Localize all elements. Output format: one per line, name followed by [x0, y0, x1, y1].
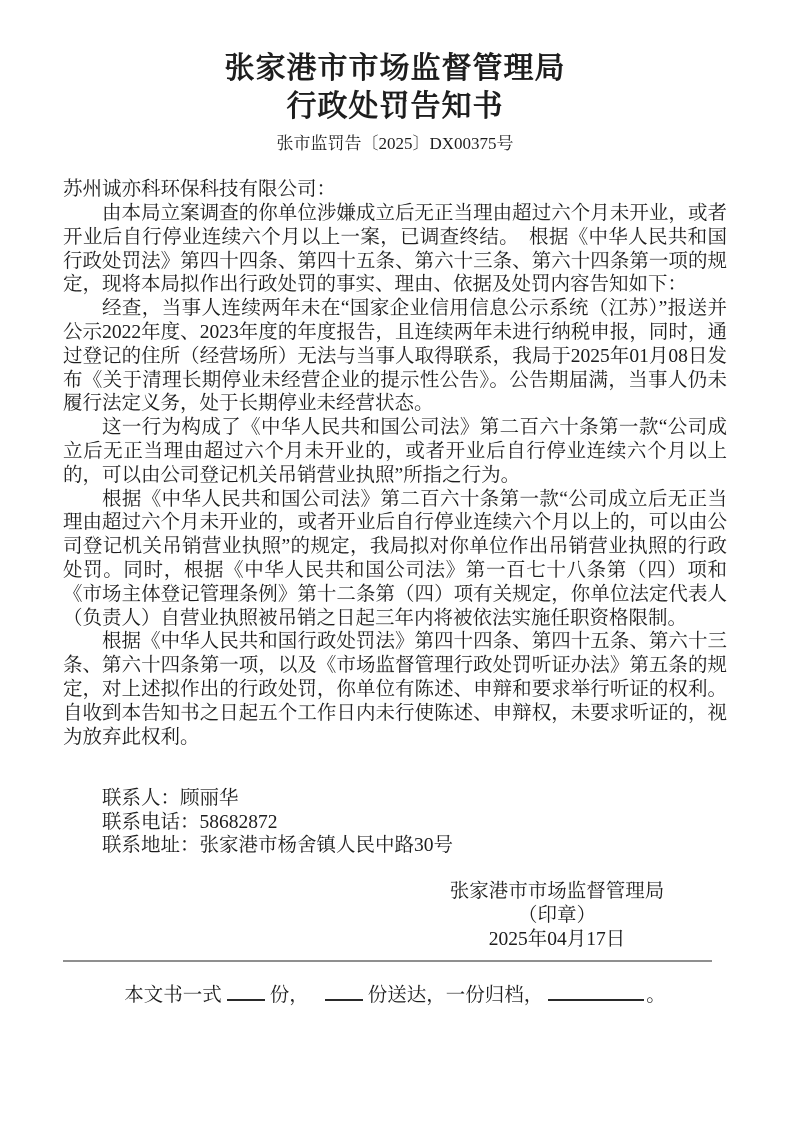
- paragraph-case-summary: 由本局立案调查的你单位涉嫌成立后无正当理由超过六个月未开业，或者开业后自行停业连续六个月以上一案，已调查终结。 根据《中华人民共和国行政处罚法》第四十四条、第四十五条、第六十三条、第六十四条第一项的规定，现将本局拟作出行政处罚的事实、理由、依据及处罚内容告知如下：: [63, 203, 727, 296]
- footer-copies-note: [63, 984, 727, 1008]
- signature-seal-line: （印章）: [517, 904, 596, 926]
- footer-text-seg2: 份，: [269, 984, 309, 1006]
- signature-block: [445, 880, 669, 952]
- signature-date-line: 2025年04月17日: [488, 928, 626, 950]
- signature-agency-line: 张家港市市场监督管理局: [449, 880, 665, 902]
- footer-text-seg1: 本文书一式: [124, 984, 222, 1006]
- document-title: 行政处罚告知书: [286, 90, 504, 123]
- document-header: [63, 50, 727, 154]
- agency-name-title: 张家港市市场监督管理局: [224, 52, 566, 85]
- delivered-count-blank-line: [325, 984, 363, 1001]
- contact-address-line: 联系地址：张家港市杨舍镇人民中路30号: [102, 835, 454, 857]
- document-number: 张市监罚告〔2025〕DX00375号: [276, 134, 514, 153]
- contact-block: [63, 787, 727, 858]
- paragraph-violation: 这一行为构成了《中华人民共和国公司法》第二百六十条第一款“公司成立后无正当理由超过六个月未开业的，或者开业后自行停业连续六个月以上的，可以由公司登记机关吊销营业执照”所指之行为。: [63, 417, 727, 486]
- copies-count-blank-line: [227, 984, 265, 1001]
- footer-text-seg4: 。: [646, 984, 666, 1006]
- paragraph-findings: 经查，当事人连续两年未在“国家企业信用信息公示系统（江苏）”报送并公示2022年度、2023年度的年度报告，且连续两年未进行纳税申报，同时，通过登记的住所（经营场所）无法与当事人取得联系，我局于2025年01月08日发布《关于清理长期停业未经营企业的提示性公告》。公告期届满，当事人仍未履行法定义务，处于长期停业未经营状态。: [63, 298, 727, 415]
- paragraph-proposed-penalty: 根据《中华人民共和国公司法》第二百六十条第一款“公司成立后无正当理由超过六个月未开业的，或者开业后自行停业连续六个月以上的，可以由公司登记机关吊销营业执照”的规定，我局拟对你单位作出吊销营业执照的行政处罚。同时，根据《中华人民共和国公司法》第一百七十八条第（四）项和《市场主体登记管理条例》第十二条第（四）项有关规定，你单位法定代表人（负责人）自营业执照被吊销之日起三年内将被依法实施任职资格限制。: [63, 488, 727, 629]
- recipient-line: 苏州诚亦科环保科技有限公司：: [63, 179, 337, 200]
- contact-phone-line: 联系电话：58682872: [102, 811, 278, 833]
- contact-person-line: 联系人：顾丽华: [102, 788, 239, 810]
- document-body: [63, 178, 727, 952]
- footer-text-seg3: 份送达，一份归档，: [367, 984, 544, 1006]
- other-use-blank-line: [548, 984, 644, 1001]
- footer-divider-rule: [63, 960, 712, 962]
- paragraph-rights-notice: 根据《中华人民共和国行政处罚法》第四十四条、第四十五条、第六十三条、第六十四条第一项，以及《市场监督管理行政处罚听证办法》第五条的规定，对上述拟作出的行政处罚，你单位有陈述、申辩和要求举行听证的权利。自收到本告知书之日起五个工作日内未行使陈述、申辩权，未要求听证的，视为放弃此权利。: [63, 631, 727, 748]
